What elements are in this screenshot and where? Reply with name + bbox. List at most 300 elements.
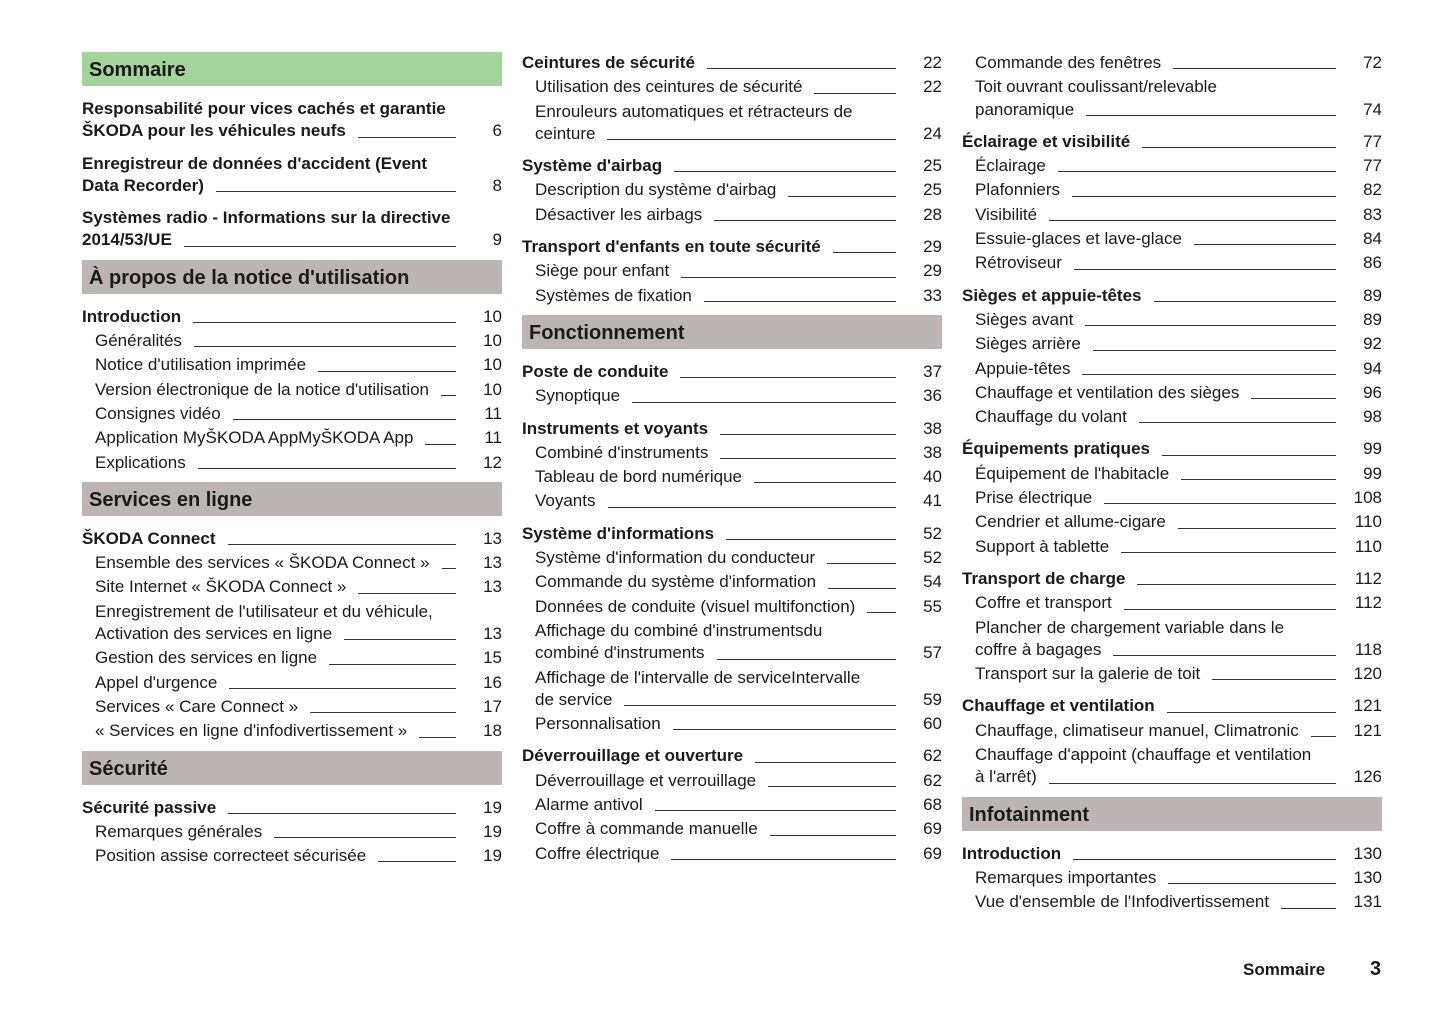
entry-row: [535, 843, 942, 865]
toc-subentry-link[interactable]: [522, 179, 942, 201]
leader-line: [1058, 171, 1336, 172]
page-number: 19: [483, 797, 502, 817]
entry-title-line: Systèmes de fixation: [535, 285, 692, 305]
entry-row: [535, 818, 942, 840]
entry-row: [535, 689, 942, 711]
entry-row: [535, 260, 942, 282]
entry-title-line: « Services en ligne d'infodivertissement »: [95, 721, 408, 741]
page-number: 13: [483, 624, 502, 644]
leader-line: [1311, 736, 1336, 737]
toc-subentry-link[interactable]: [962, 592, 1382, 614]
page-number: 29: [923, 237, 942, 257]
entry-row: [95, 821, 502, 843]
entry-row: [95, 623, 502, 645]
leader-line: [1124, 609, 1336, 610]
toc-subentry-link[interactable]: [962, 358, 1382, 380]
entry-row: [975, 867, 1382, 889]
toc-subentry-link[interactable]: [962, 663, 1382, 685]
toc-subentry-link[interactable]: [962, 891, 1382, 913]
entry-title-line: ceinture: [535, 123, 596, 143]
entry-row: [975, 592, 1382, 614]
toc-chapter-link[interactable]: [82, 797, 502, 819]
toc-subentry-link[interactable]: [522, 285, 942, 307]
toc-chapter-link[interactable]: [82, 306, 502, 328]
entry-title-line: Désactiver les airbags: [535, 204, 703, 224]
entry-row: [522, 361, 942, 383]
entry-row: [95, 452, 502, 474]
entry-row: [95, 696, 502, 718]
entry-title-line: Siège pour enfant: [535, 261, 670, 281]
toc-subentry-link[interactable]: [82, 696, 502, 718]
toc-chapter-link[interactable]: [82, 98, 502, 143]
entry-title-line: Système d'airbag: [522, 156, 663, 176]
page-number: 11: [484, 428, 502, 448]
entry-row: [95, 379, 502, 401]
entry-title-line: Système d'informations: [522, 523, 715, 543]
toc-subentry-link[interactable]: [962, 617, 1382, 662]
leader-line: [1137, 584, 1336, 585]
leader-line: [194, 346, 456, 347]
toc-subentry-link[interactable]: [522, 713, 942, 735]
page-number: 62: [923, 770, 942, 790]
toc-subentry-link[interactable]: [522, 385, 942, 407]
leader-line: [310, 712, 456, 713]
toc-subentry-link[interactable]: [82, 601, 502, 646]
toc-subentry-link[interactable]: [82, 647, 502, 669]
toc-chapter-link[interactable]: [962, 568, 1382, 590]
toc-subentry-link[interactable]: [962, 204, 1382, 226]
entry-row: [975, 228, 1382, 250]
entry-title-line: Application MyŠKODA AppMyŠKODA App: [95, 428, 414, 448]
entry-title-line: Toit ouvrant coulissant/relevable: [975, 77, 1217, 97]
leader-line: [318, 371, 456, 372]
leader-line: [1104, 503, 1336, 504]
leader-line: [1194, 244, 1336, 245]
entry-row: [535, 123, 942, 145]
entry-title-line: Introduction: [962, 843, 1062, 863]
leader-line: [216, 191, 456, 192]
toc-chapter-link[interactable]: [522, 745, 942, 767]
page-number: 57: [923, 643, 942, 663]
entry-title-line: Enregistreur de données d'accident (Event: [82, 153, 428, 173]
toc-subentry-link[interactable]: [962, 252, 1382, 274]
entry-title-line: Chauffage et ventilation: [962, 696, 1155, 716]
leader-line: [378, 861, 456, 862]
toc-chapter-link[interactable]: [522, 418, 942, 440]
page-number: 82: [1363, 180, 1382, 200]
toc-subentry-link[interactable]: [82, 720, 502, 742]
entry-title-line: Version électronique de la notice d'utilisation: [95, 379, 430, 399]
leader-line: [1085, 325, 1336, 326]
page-number: 41: [923, 491, 942, 511]
page-number: 40: [923, 467, 942, 487]
entry-title-line: Chauffage, climatiseur manuel, Climatronic: [975, 720, 1299, 740]
toc-subentry-link[interactable]: [962, 76, 1382, 121]
toc-subentry-link[interactable]: [962, 309, 1382, 331]
entry-title-line: Transport sur la galerie de toit: [975, 664, 1201, 684]
leader-line: [655, 810, 896, 811]
entry-title-line: Système d'information du conducteur: [535, 548, 816, 568]
toc-subentry-link[interactable]: [962, 179, 1382, 201]
entry-title-line: Affichage de l'intervalle de serviceIntervalle: [535, 667, 861, 687]
toc-subentry-link[interactable]: [962, 536, 1382, 558]
entry-title-line: Personnalisation: [535, 714, 661, 734]
entry-title-line: Alarme antivol: [535, 795, 643, 815]
page-number: 68: [923, 795, 942, 815]
entry-title-line: Appuie-têtes: [975, 358, 1071, 378]
toc-subentry-link[interactable]: [962, 867, 1382, 889]
leader-line: [674, 171, 896, 172]
toc-chapter-link[interactable]: [82, 207, 502, 252]
leader-line: [233, 419, 456, 420]
entry-row: [82, 175, 502, 197]
toc-chapter-link[interactable]: [962, 285, 1382, 307]
page-number: 25: [923, 156, 942, 176]
page-number: 72: [1363, 53, 1382, 72]
page-number: 77: [1363, 131, 1382, 151]
page-number: 118: [1354, 639, 1382, 659]
toc-chapter-link[interactable]: [522, 236, 942, 258]
entry-row: [522, 523, 942, 545]
toc-subentry-link[interactable]: [522, 204, 942, 226]
entry-row: [95, 647, 502, 669]
toc-subentry-link[interactable]: [962, 228, 1382, 250]
entry-title-line: Sièges et appuie-têtes: [962, 285, 1142, 305]
entry-row: [535, 179, 942, 201]
entry-row: [962, 438, 1382, 460]
entry-row: [522, 155, 942, 177]
toc-chapter-link[interactable]: [82, 528, 502, 550]
toc-subentry-link[interactable]: [522, 620, 942, 665]
entry-row: [82, 306, 502, 328]
page-number: 52: [923, 523, 942, 543]
entry-row: [82, 120, 502, 142]
entry-title-line: à l'arrêt): [975, 767, 1037, 787]
entry-row: [975, 358, 1382, 380]
toc-subentry-link[interactable]: [522, 596, 942, 618]
page-number: 22: [923, 77, 942, 97]
toc-subentry-link[interactable]: [82, 672, 502, 694]
leader-line: [788, 196, 896, 197]
entry-row: [535, 490, 942, 512]
entry-title-line: Systèmes radio - Informations sur la directive: [82, 208, 451, 228]
toc-subentry-link[interactable]: [82, 330, 502, 352]
entry-row: [522, 52, 942, 74]
entry-title-line: Généralités: [95, 331, 182, 351]
entry-title-line: de service: [535, 689, 613, 709]
entry-title-line: Chauffage et ventilation des sièges: [975, 382, 1240, 402]
toc-subentry-link[interactable]: [962, 463, 1382, 485]
leader-line: [358, 593, 456, 594]
entry-row: [535, 76, 942, 98]
leader-line: [1073, 859, 1336, 860]
entry-row: [962, 131, 1382, 153]
page-number: 60: [923, 714, 942, 734]
leader-line: [1173, 68, 1336, 69]
entry-row: [95, 330, 502, 352]
leader-line: [1178, 528, 1336, 529]
leader-line: [1113, 655, 1336, 656]
entry-row: [975, 406, 1382, 428]
toc-subentry-link[interactable]: [82, 452, 502, 474]
entry-row: [535, 285, 942, 307]
entry-row: [975, 99, 1382, 121]
entry-title-line: Commande des fenêtres: [975, 53, 1162, 72]
leader-line: [198, 468, 456, 469]
entry-title-line: Déverrouillage et ouverture: [522, 746, 744, 766]
page-number: 25: [923, 180, 942, 200]
leader-line: [1121, 552, 1336, 553]
entry-row: [95, 354, 502, 376]
entry-title-line: Données de conduite (visuel multifonction): [535, 596, 856, 616]
entry-row: [82, 797, 502, 819]
leader-line: [607, 139, 896, 140]
entry-title-line: Site Internet « ŠKODA Connect »: [95, 577, 347, 597]
toc-subentry-link[interactable]: [522, 260, 942, 282]
entry-title-line: Vue d'ensemble de l'Infodivertissement: [975, 892, 1270, 912]
section-title: Infotainment: [969, 803, 1089, 826]
toc-chapter-link[interactable]: [962, 438, 1382, 460]
page-number: 13: [483, 577, 502, 597]
toc-subentry-link[interactable]: [522, 101, 942, 146]
entry-title-line: Sécurité passive: [82, 797, 217, 817]
page-number: 94: [1363, 358, 1382, 378]
section-header: [82, 482, 502, 516]
page-number: 110: [1354, 536, 1382, 556]
leader-line: [720, 434, 896, 435]
page-number: 6: [492, 121, 502, 141]
toc-subentry-link[interactable]: [522, 490, 942, 512]
entry-row: [522, 745, 942, 767]
leader-line: [867, 612, 896, 613]
entry-title-line: Instruments et voyants: [522, 418, 709, 438]
entry-row: [975, 179, 1382, 201]
entry-title-line: Coffre électrique: [535, 843, 660, 863]
leader-line: [624, 705, 896, 706]
entry-row: [95, 720, 502, 742]
toc-subentry-link[interactable]: [522, 794, 942, 816]
toc-chapter-link[interactable]: [522, 52, 942, 74]
page-number: 18: [483, 721, 502, 741]
leader-line: [1168, 883, 1336, 884]
toc-chapter-link[interactable]: [962, 843, 1382, 865]
page-number: 38: [923, 442, 942, 462]
entry-row: [975, 333, 1382, 355]
entry-title-line: Affichage du combiné d'instrumentsdu: [535, 620, 823, 640]
page-number: 10: [483, 379, 502, 399]
toc-subentry-link[interactable]: [82, 821, 502, 843]
leader-line: [441, 395, 456, 396]
toc-subentry-link[interactable]: [962, 52, 1382, 74]
toc-subentry-link[interactable]: [522, 818, 942, 840]
page-number: 12: [483, 452, 502, 472]
toc-subentry-link[interactable]: [82, 354, 502, 376]
entry-row: [95, 576, 502, 598]
toc-chapter-link[interactable]: [962, 695, 1382, 717]
entry-title-line: Services « Care Connect »: [95, 696, 299, 716]
page-number: 55: [923, 596, 942, 616]
toc-column-2: [522, 52, 942, 867]
leader-line: [726, 539, 896, 540]
toc-subentry-link[interactable]: [962, 382, 1382, 404]
entry-title-line: Support à tablette: [975, 536, 1110, 556]
entry-title-line: Introduction: [82, 306, 182, 326]
entry-title-line: coffre à bagages: [975, 639, 1102, 659]
page-number: 37: [923, 361, 942, 381]
leader-line: [1049, 220, 1336, 221]
section-header: [522, 315, 942, 349]
page-number: 99: [1363, 439, 1382, 459]
leader-line: [425, 444, 456, 445]
toc-subentry-link[interactable]: [82, 379, 502, 401]
footer-label: Sommaire: [1243, 960, 1326, 979]
entry-title-line: Combiné d'instruments: [535, 442, 709, 462]
entry-row: [975, 463, 1382, 485]
entry-title-line: Éclairage et visibilité: [962, 131, 1131, 151]
page-number: 69: [923, 819, 942, 839]
toc-subentry-link[interactable]: [522, 466, 942, 488]
leader-line: [680, 377, 896, 378]
entry-row: [535, 571, 942, 593]
leader-line: [1167, 712, 1336, 713]
entry-title-line: Équipements pratiques: [962, 439, 1150, 459]
entry-title-line: Chauffage du volant: [975, 407, 1127, 427]
leader-line: [1074, 269, 1336, 270]
toc-subentry-link[interactable]: [962, 406, 1382, 428]
leader-line: [442, 568, 457, 569]
page-number: 130: [1353, 843, 1382, 863]
entry-row: [975, 252, 1382, 274]
entry-row: [975, 891, 1382, 913]
page-number: 8: [492, 175, 502, 195]
leader-line: [828, 588, 896, 589]
toc-subentry-link[interactable]: [82, 552, 502, 574]
entry-title-line: Enregistrement de l'utilisateur et du véhicule,: [95, 601, 433, 621]
entry-title-line: Transport d'enfants en toute sécurité: [522, 237, 821, 257]
leader-line: [814, 93, 896, 94]
entry-row: [535, 642, 942, 664]
leader-line: [707, 68, 896, 69]
entry-row: [975, 663, 1382, 685]
toc-column-3: [962, 52, 1382, 916]
entry-title-line: Visibilité: [975, 204, 1038, 224]
leader-line: [632, 402, 896, 403]
toc-subentry-link[interactable]: [522, 76, 942, 98]
leader-line: [714, 220, 896, 221]
page-number: 84: [1363, 229, 1382, 249]
leader-line: [1049, 783, 1336, 784]
toc-subentry-link[interactable]: [962, 511, 1382, 533]
leader-line: [754, 482, 896, 483]
section-title: Sécurité: [89, 757, 168, 780]
page-number: 112: [1354, 593, 1382, 613]
toc-chapter-link[interactable]: [522, 361, 942, 383]
toc-subentry-link[interactable]: [522, 442, 942, 464]
section-header: [962, 797, 1382, 831]
entry-title-line: Plafonniers: [975, 180, 1061, 200]
entry-title-line: Remarques importantes: [975, 867, 1157, 887]
toc-chapter-link[interactable]: [82, 153, 502, 198]
leader-line: [1212, 679, 1336, 680]
leader-line: [833, 252, 896, 253]
section-title: Sommaire: [89, 59, 186, 81]
section-title: Services en ligne: [89, 488, 253, 511]
section-header: [82, 52, 502, 86]
toc-subentry-link[interactable]: [962, 744, 1382, 789]
toc-subentry-link[interactable]: [962, 487, 1382, 509]
page-number: 92: [1363, 334, 1382, 354]
leader-line: [419, 737, 456, 738]
toc-chapter-link[interactable]: [522, 155, 942, 177]
page-number: 16: [483, 672, 502, 692]
entry-title-line: Sièges avant: [975, 309, 1074, 329]
toc-chapter-link[interactable]: [962, 131, 1382, 153]
entry-row: [975, 487, 1382, 509]
toc-subentry-link[interactable]: [82, 845, 502, 867]
toc-chapter-link[interactable]: [522, 523, 942, 545]
leader-line: [228, 544, 457, 545]
page-number: 83: [1363, 204, 1382, 224]
leader-line: [1251, 398, 1336, 399]
leader-line: [671, 859, 896, 860]
toc-subentry-link[interactable]: [522, 667, 942, 712]
page-number: 28: [923, 204, 942, 224]
entry-title-line: Description du système d'airbag: [535, 180, 777, 200]
leader-line: [193, 322, 456, 323]
entry-title-line: Utilisation des ceintures de sécurité: [535, 77, 803, 97]
toc-subentry-link[interactable]: [522, 571, 942, 593]
entry-row: [975, 536, 1382, 558]
entry-title-line: Éclairage: [975, 156, 1046, 176]
entry-row: [522, 418, 942, 440]
entry-row: [522, 236, 942, 258]
leader-line: [755, 762, 896, 763]
toc-subentry-link[interactable]: [962, 333, 1382, 355]
entry-row: [975, 766, 1382, 788]
page-number: 9: [492, 230, 502, 250]
page-number: 69: [923, 843, 942, 863]
page-number: 89: [1363, 285, 1382, 305]
entry-title-line: ŠKODA pour les véhicules neufs: [82, 121, 346, 141]
toc-subentry-link[interactable]: [82, 403, 502, 425]
leader-line: [1072, 196, 1336, 197]
leader-line: [228, 813, 456, 814]
entry-row: [975, 720, 1382, 742]
toc-subentry-link[interactable]: [82, 427, 502, 449]
leader-line: [704, 301, 896, 302]
entry-title-line: Transport de charge: [962, 568, 1126, 588]
entry-title-line: Ensemble des services « ŠKODA Connect »: [95, 553, 430, 573]
entry-title-line: Coffre à commande manuelle: [535, 819, 758, 839]
entry-row: [975, 155, 1382, 177]
toc-subentry-link[interactable]: [522, 770, 942, 792]
toc-subentry-link[interactable]: [962, 720, 1382, 742]
toc-subentry-link[interactable]: [522, 843, 942, 865]
toc-subentry-link[interactable]: [522, 547, 942, 569]
entry-title-line: Voyants: [535, 491, 596, 511]
entry-row: [975, 309, 1382, 331]
entry-title-line: Prise électrique: [975, 488, 1093, 508]
toc-subentry-link[interactable]: [82, 576, 502, 598]
entry-row: [95, 427, 502, 449]
entry-title-line: Remarques générales: [95, 821, 263, 841]
page-number: 77: [1363, 156, 1382, 176]
entry-row: [962, 285, 1382, 307]
page-number: 11: [484, 403, 502, 423]
entry-title-line: Data Recorder): [82, 175, 204, 195]
toc-subentry-link[interactable]: [962, 155, 1382, 177]
leader-line: [1086, 115, 1336, 116]
